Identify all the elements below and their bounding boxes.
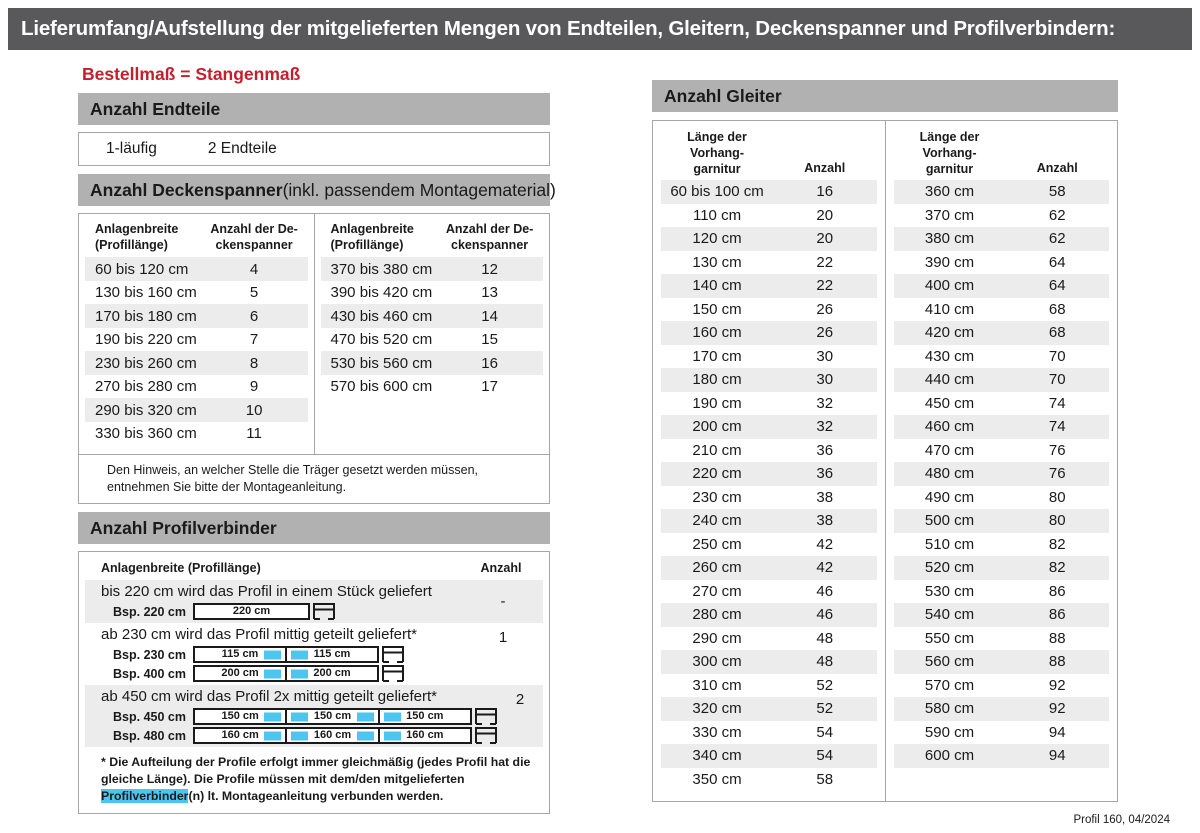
profile-end-cap-icon <box>382 646 404 663</box>
table-row <box>661 345 877 369</box>
row-value: 4 <box>249 260 259 278</box>
profile-segment: 150 cm <box>380 710 470 723</box>
row-label: 230 bis 260 cm <box>95 354 197 372</box>
table-row <box>661 298 877 322</box>
row-value: 86 <box>1048 582 1066 600</box>
row-label: 420 cm <box>924 324 975 342</box>
table-header <box>894 129 1110 177</box>
table-row <box>321 257 544 281</box>
deckenspanner-table <box>78 213 550 504</box>
endteile-table <box>78 132 550 166</box>
row-label: 220 cm <box>692 465 742 483</box>
row-label: 250 cm <box>692 535 742 553</box>
row-value: 68 <box>1048 324 1066 342</box>
row-label: 190 bis 220 cm <box>95 331 197 348</box>
row-value: 38 <box>816 488 834 506</box>
row-label: 540 cm <box>924 606 975 624</box>
row-label: 130 bis 160 cm <box>95 284 197 301</box>
row-label: 260 cm <box>692 559 742 577</box>
example-label: Bsp. 450 cm <box>113 709 186 724</box>
row-label: 400 cm <box>924 277 975 295</box>
profile-diagram <box>85 646 463 663</box>
profilverbinder-table <box>78 551 550 814</box>
column-header-anzahl: Anzahl der De- ckenspanner <box>210 222 298 252</box>
table-row <box>321 304 544 328</box>
row-label: 530 bis 560 cm <box>330 354 433 372</box>
table-row <box>321 328 544 352</box>
row-label: 390 cm <box>924 253 975 271</box>
row-label: 600 cm <box>924 747 975 765</box>
row-value: 58 <box>1048 183 1066 201</box>
table-row <box>894 321 1110 345</box>
table-row <box>894 180 1110 204</box>
row-label: 190 cm <box>692 394 742 412</box>
profile-segment: 200 cm <box>195 667 287 680</box>
left-column <box>78 50 556 814</box>
table-row <box>661 415 877 439</box>
table-row <box>894 533 1110 557</box>
row-label: 570 cm <box>924 676 975 694</box>
profile-end-cap-icon <box>475 708 497 725</box>
row-label: 390 bis 420 cm <box>330 284 433 301</box>
table-row <box>661 227 877 251</box>
table-row <box>85 685 543 747</box>
row-value: 88 <box>1048 629 1066 647</box>
deckenspanner-table-right <box>315 214 550 454</box>
profile-end-cap-icon <box>475 727 497 744</box>
table-row <box>661 721 877 745</box>
row-label: 60 bis 120 cm <box>95 260 189 278</box>
column-header-anzahl: Anzahl <box>1036 161 1078 175</box>
row-label: 160 cm <box>692 324 742 342</box>
table-row <box>894 345 1110 369</box>
table-row <box>85 328 308 352</box>
row-label: 340 cm <box>692 747 742 765</box>
row-value: 42 <box>816 535 834 553</box>
table-row <box>894 368 1110 392</box>
row-value: 10 <box>245 401 263 419</box>
row-value: 88 <box>1048 653 1066 671</box>
row-value: 16 <box>481 354 498 372</box>
profile-diagram <box>85 603 463 620</box>
row-value: 36 <box>816 441 834 459</box>
profile-bar <box>193 665 379 682</box>
row-label: 550 cm <box>924 629 975 647</box>
row-label: 170 cm <box>692 347 742 365</box>
profile-segment: 160 cm <box>287 729 379 742</box>
row-label: 200 cm <box>692 418 742 436</box>
profile-segment: 115 cm <box>287 648 377 661</box>
profile-bar <box>193 727 472 744</box>
profile-segment: 220 cm <box>232 605 271 617</box>
row-label: 280 cm <box>692 606 742 624</box>
table-row <box>661 509 877 533</box>
order-measure-note: Bestellmaß = Stangenmaß <box>82 64 301 84</box>
row-value: 30 <box>816 347 834 365</box>
row-label: 140 cm <box>692 277 742 295</box>
page-title: Lieferumfang/Aufstellung der mitgelieferten Mengen von Endteilen, Gleitern, Deckenspanner und Profilverbindern: <box>8 8 1192 50</box>
row-value: 62 <box>1048 230 1066 248</box>
table-header <box>79 552 549 580</box>
row-value: 2 Endteile <box>207 140 277 157</box>
table-header <box>85 222 308 253</box>
row-label: 170 bis 180 cm <box>95 307 197 325</box>
row-value: 92 <box>1048 676 1066 694</box>
row-label: 300 cm <box>692 653 742 671</box>
table-row <box>894 415 1110 439</box>
delivery-rule-text: bis 220 cm wird das Profil in einem Stück geliefert <box>101 583 432 600</box>
table-row <box>661 627 877 651</box>
row-label: 580 cm <box>924 700 975 718</box>
profile-diagram <box>85 665 463 682</box>
delivery-rule-text: ab 450 cm wird das Profil 2x mittig geteilt geliefert* <box>101 688 437 705</box>
row-value: 26 <box>816 300 834 318</box>
row-value: 46 <box>816 582 834 600</box>
table-row <box>894 251 1110 275</box>
table-row <box>894 650 1110 674</box>
table-row <box>894 697 1110 721</box>
section-header-profilverbinder <box>78 512 550 544</box>
profile-segment: 160 cm <box>195 729 287 742</box>
section-header-deckenspanner <box>78 174 556 206</box>
row-label: 270 cm <box>692 582 742 600</box>
profile-diagram <box>85 727 497 744</box>
table-row <box>894 204 1110 228</box>
row-label: 360 cm <box>924 183 975 201</box>
table-row <box>894 298 1110 322</box>
row-label: 130 cm <box>692 253 742 271</box>
table-row <box>321 375 544 399</box>
table-row <box>661 180 877 204</box>
profile-bar <box>193 708 472 725</box>
table-row <box>894 439 1110 463</box>
row-label: 370 cm <box>924 206 975 224</box>
row-value: 54 <box>816 723 834 741</box>
row-value: 70 <box>1048 371 1066 389</box>
row-value: 86 <box>1048 606 1066 624</box>
row-label: 470 bis 520 cm <box>330 331 433 348</box>
profile-segment: 150 cm <box>287 710 379 723</box>
profile-segment: 160 cm <box>380 729 470 742</box>
row-label: 520 cm <box>924 559 975 577</box>
delivery-rule-text: ab 230 cm wird das Profil mittig geteilt geliefert* <box>101 626 417 643</box>
example-label: Bsp. 480 cm <box>113 728 186 743</box>
profile-end-cap-icon <box>313 603 335 620</box>
example-label: Bsp. 220 cm <box>113 604 186 619</box>
profile-segment: 200 cm <box>287 667 377 680</box>
row-label: 60 bis 100 cm <box>670 183 764 201</box>
profile-bar <box>193 603 310 620</box>
row-value: 64 <box>1048 253 1066 271</box>
row-value: 74 <box>1048 418 1066 436</box>
profile-segment: 150 cm <box>195 710 287 723</box>
table-row <box>661 768 877 792</box>
count-value: 1 <box>498 629 508 646</box>
table-row <box>894 556 1110 580</box>
section-header-label: Anzahl Profilverbinder <box>90 517 277 538</box>
table-row <box>661 744 877 768</box>
row-label: 150 cm <box>692 300 742 318</box>
row-value: 36 <box>816 465 834 483</box>
table-row <box>894 627 1110 651</box>
row-value: 82 <box>1048 535 1066 553</box>
row-label: 510 cm <box>924 535 975 553</box>
row-value: 26 <box>816 324 834 342</box>
table-row <box>894 674 1110 698</box>
column-header-laenge: Länge der Vorhang- garnitur <box>687 130 747 176</box>
row-label: 430 cm <box>924 347 975 365</box>
row-value: 74 <box>1048 394 1066 412</box>
table-row <box>661 462 877 486</box>
right-column <box>652 50 1118 802</box>
table-row <box>661 697 877 721</box>
row-value: 52 <box>816 676 834 694</box>
row-label: 530 cm <box>924 582 975 600</box>
row-label: 440 cm <box>924 371 975 389</box>
section-header-sublabel: (inkl. passendem Montagematerial) <box>282 179 556 200</box>
row-value: 9 <box>249 378 259 395</box>
table-row <box>661 556 877 580</box>
row-label: 330 cm <box>692 723 742 741</box>
row-label: 120 cm <box>692 230 742 248</box>
row-value: 16 <box>816 183 834 201</box>
table-row <box>894 721 1110 745</box>
row-value: 32 <box>816 394 834 412</box>
gleiter-table <box>652 120 1118 802</box>
row-value: 17 <box>481 378 498 395</box>
table-row <box>85 281 308 305</box>
table-row <box>661 392 877 416</box>
column-header-anzahl: Anzahl <box>480 561 522 575</box>
row-label: 380 cm <box>924 230 975 248</box>
count-value: 2 <box>515 691 525 708</box>
row-value: 70 <box>1048 347 1066 365</box>
document-version: Profil 160, 04/2024 <box>1073 814 1170 826</box>
table-row <box>661 251 877 275</box>
table-row <box>661 603 877 627</box>
row-label: 270 bis 280 cm <box>95 378 197 395</box>
row-value: 62 <box>1048 206 1066 224</box>
row-value: 80 <box>1048 488 1066 506</box>
table-row <box>894 274 1110 298</box>
table-row <box>661 486 877 510</box>
row-value: 64 <box>1048 277 1066 295</box>
row-value: 20 <box>816 206 834 224</box>
example-label: Bsp. 230 cm <box>113 647 186 662</box>
table-row <box>85 422 308 446</box>
table-header <box>321 222 544 253</box>
table-row <box>661 368 877 392</box>
footnote: * Die Aufteilung der Profile erfolgt immer gleichmäßig (jedes Profil hat die gleiche Länge). Die Profile müssen mit dem/den mitgelieferten Profilverbinder(n) lt. Montageanleitung verbunden werden. <box>101 755 531 804</box>
row-value: 8 <box>249 354 259 372</box>
row-value: 6 <box>249 307 259 325</box>
row-value: 38 <box>816 512 834 530</box>
row-value: 48 <box>816 653 834 671</box>
table-row <box>661 439 877 463</box>
row-label: 180 cm <box>692 371 742 389</box>
row-label: 310 cm <box>692 676 742 694</box>
count-value: - <box>500 592 506 610</box>
column-header-anlagenbreite: Anlagenbreite (Profillänge) <box>330 222 414 252</box>
row-label: 570 bis 600 cm <box>330 378 433 395</box>
row-label: 230 cm <box>692 488 742 506</box>
row-value: 92 <box>1048 700 1066 718</box>
profile-segment: 115 cm <box>195 648 287 661</box>
table-row <box>321 351 544 375</box>
row-value: 22 <box>816 253 834 271</box>
row-value: 94 <box>1048 723 1066 741</box>
row-value: 54 <box>816 747 834 765</box>
row-label: 480 cm <box>924 465 975 483</box>
row-label: 460 cm <box>924 418 975 436</box>
row-value: 5 <box>249 284 259 301</box>
gleiter-table-right <box>886 121 1118 801</box>
row-value: 82 <box>1048 559 1066 577</box>
row-value: 13 <box>481 284 498 301</box>
row-label: 320 cm <box>692 700 742 718</box>
row-value: 80 <box>1048 512 1066 530</box>
row-value: 46 <box>816 606 834 624</box>
table-row <box>85 580 543 623</box>
row-label: 110 cm <box>692 206 742 224</box>
row-label: 290 cm <box>692 629 742 647</box>
row-value: 12 <box>481 260 498 278</box>
table-row <box>661 533 877 557</box>
profile-end-cap-icon <box>382 665 404 682</box>
row-value: 52 <box>816 700 834 718</box>
row-value: 58 <box>816 770 834 788</box>
table-row <box>894 392 1110 416</box>
highlighted-term: Profilverbinder <box>101 789 189 804</box>
row-value: 42 <box>816 559 834 577</box>
row-label: 290 bis 320 cm <box>95 401 197 419</box>
table-row <box>85 304 308 328</box>
table-row <box>894 603 1110 627</box>
row-label: 590 cm <box>924 723 975 741</box>
row-value: 11 <box>246 425 262 442</box>
row-value: 48 <box>816 629 834 647</box>
section-header-label: Anzahl Gleiter <box>664 85 782 106</box>
example-label: Bsp. 400 cm <box>113 666 186 681</box>
row-label: 350 cm <box>692 770 742 788</box>
column-header-anzahl: Anzahl der De- ckenspanner <box>445 222 534 252</box>
table-row <box>85 398 308 422</box>
table-row <box>894 580 1110 604</box>
deckenspanner-table-left <box>79 214 314 454</box>
table-row <box>894 462 1110 486</box>
table-row <box>661 274 877 298</box>
row-value: 68 <box>1048 300 1066 318</box>
row-value: 94 <box>1048 747 1066 765</box>
table-row <box>85 257 308 281</box>
section-header-label: Anzahl Endteile <box>90 98 221 119</box>
row-label: 470 cm <box>924 441 975 459</box>
column-header-anzahl: Anzahl <box>804 161 846 175</box>
section-header-endteile <box>78 93 550 125</box>
row-label: 450 cm <box>924 394 975 412</box>
table-row <box>661 321 877 345</box>
table-row <box>894 227 1110 251</box>
row-label: 1-läufig <box>106 140 157 157</box>
table-header <box>661 129 877 177</box>
mounting-hint-note: Den Hinweis, an welcher Stelle die Träger gesetzt werden müssen, entnehmen Sie bitte der Montageanleitung. <box>79 454 549 503</box>
column-header-laenge: Länge der Vorhang- garnitur <box>919 130 980 176</box>
section-header-gleiter <box>652 80 1118 112</box>
row-value: 22 <box>816 277 834 295</box>
row-label: 210 cm <box>692 441 742 459</box>
row-label: 240 cm <box>692 512 742 530</box>
row-value: 32 <box>816 418 834 436</box>
row-label: 410 cm <box>924 300 975 318</box>
table-row <box>661 650 877 674</box>
row-label: 490 cm <box>924 488 975 506</box>
row-label: 330 bis 360 cm <box>95 425 197 442</box>
profile-diagram <box>85 708 497 725</box>
row-value: 30 <box>816 371 834 389</box>
column-header-anlagenbreite: Anlagenbreite (Profillänge) <box>101 561 261 575</box>
row-label: 430 bis 460 cm <box>330 307 433 325</box>
row-value: 20 <box>816 230 834 248</box>
row-value: 15 <box>481 331 498 348</box>
table-row <box>894 509 1110 533</box>
gleiter-table-left <box>653 121 885 801</box>
table-row <box>85 623 543 685</box>
profile-bar <box>193 646 379 663</box>
column-header-anlagenbreite: Anlagenbreite (Profillänge) <box>95 222 179 252</box>
table-row <box>661 580 877 604</box>
row-value: 76 <box>1048 441 1066 459</box>
table-row <box>661 204 877 228</box>
row-label: 370 bis 380 cm <box>330 260 433 278</box>
table-row <box>894 486 1110 510</box>
row-label: 560 cm <box>924 653 975 671</box>
table-row <box>321 281 544 305</box>
table-row <box>85 375 308 399</box>
table-row <box>661 674 877 698</box>
row-label: 500 cm <box>924 512 975 530</box>
row-value: 76 <box>1048 465 1066 483</box>
section-header-label: Anzahl Deckenspanner <box>90 179 283 200</box>
row-value: 14 <box>481 307 498 325</box>
row-value: 7 <box>249 331 259 348</box>
table-row <box>894 744 1110 768</box>
table-row <box>85 351 308 375</box>
